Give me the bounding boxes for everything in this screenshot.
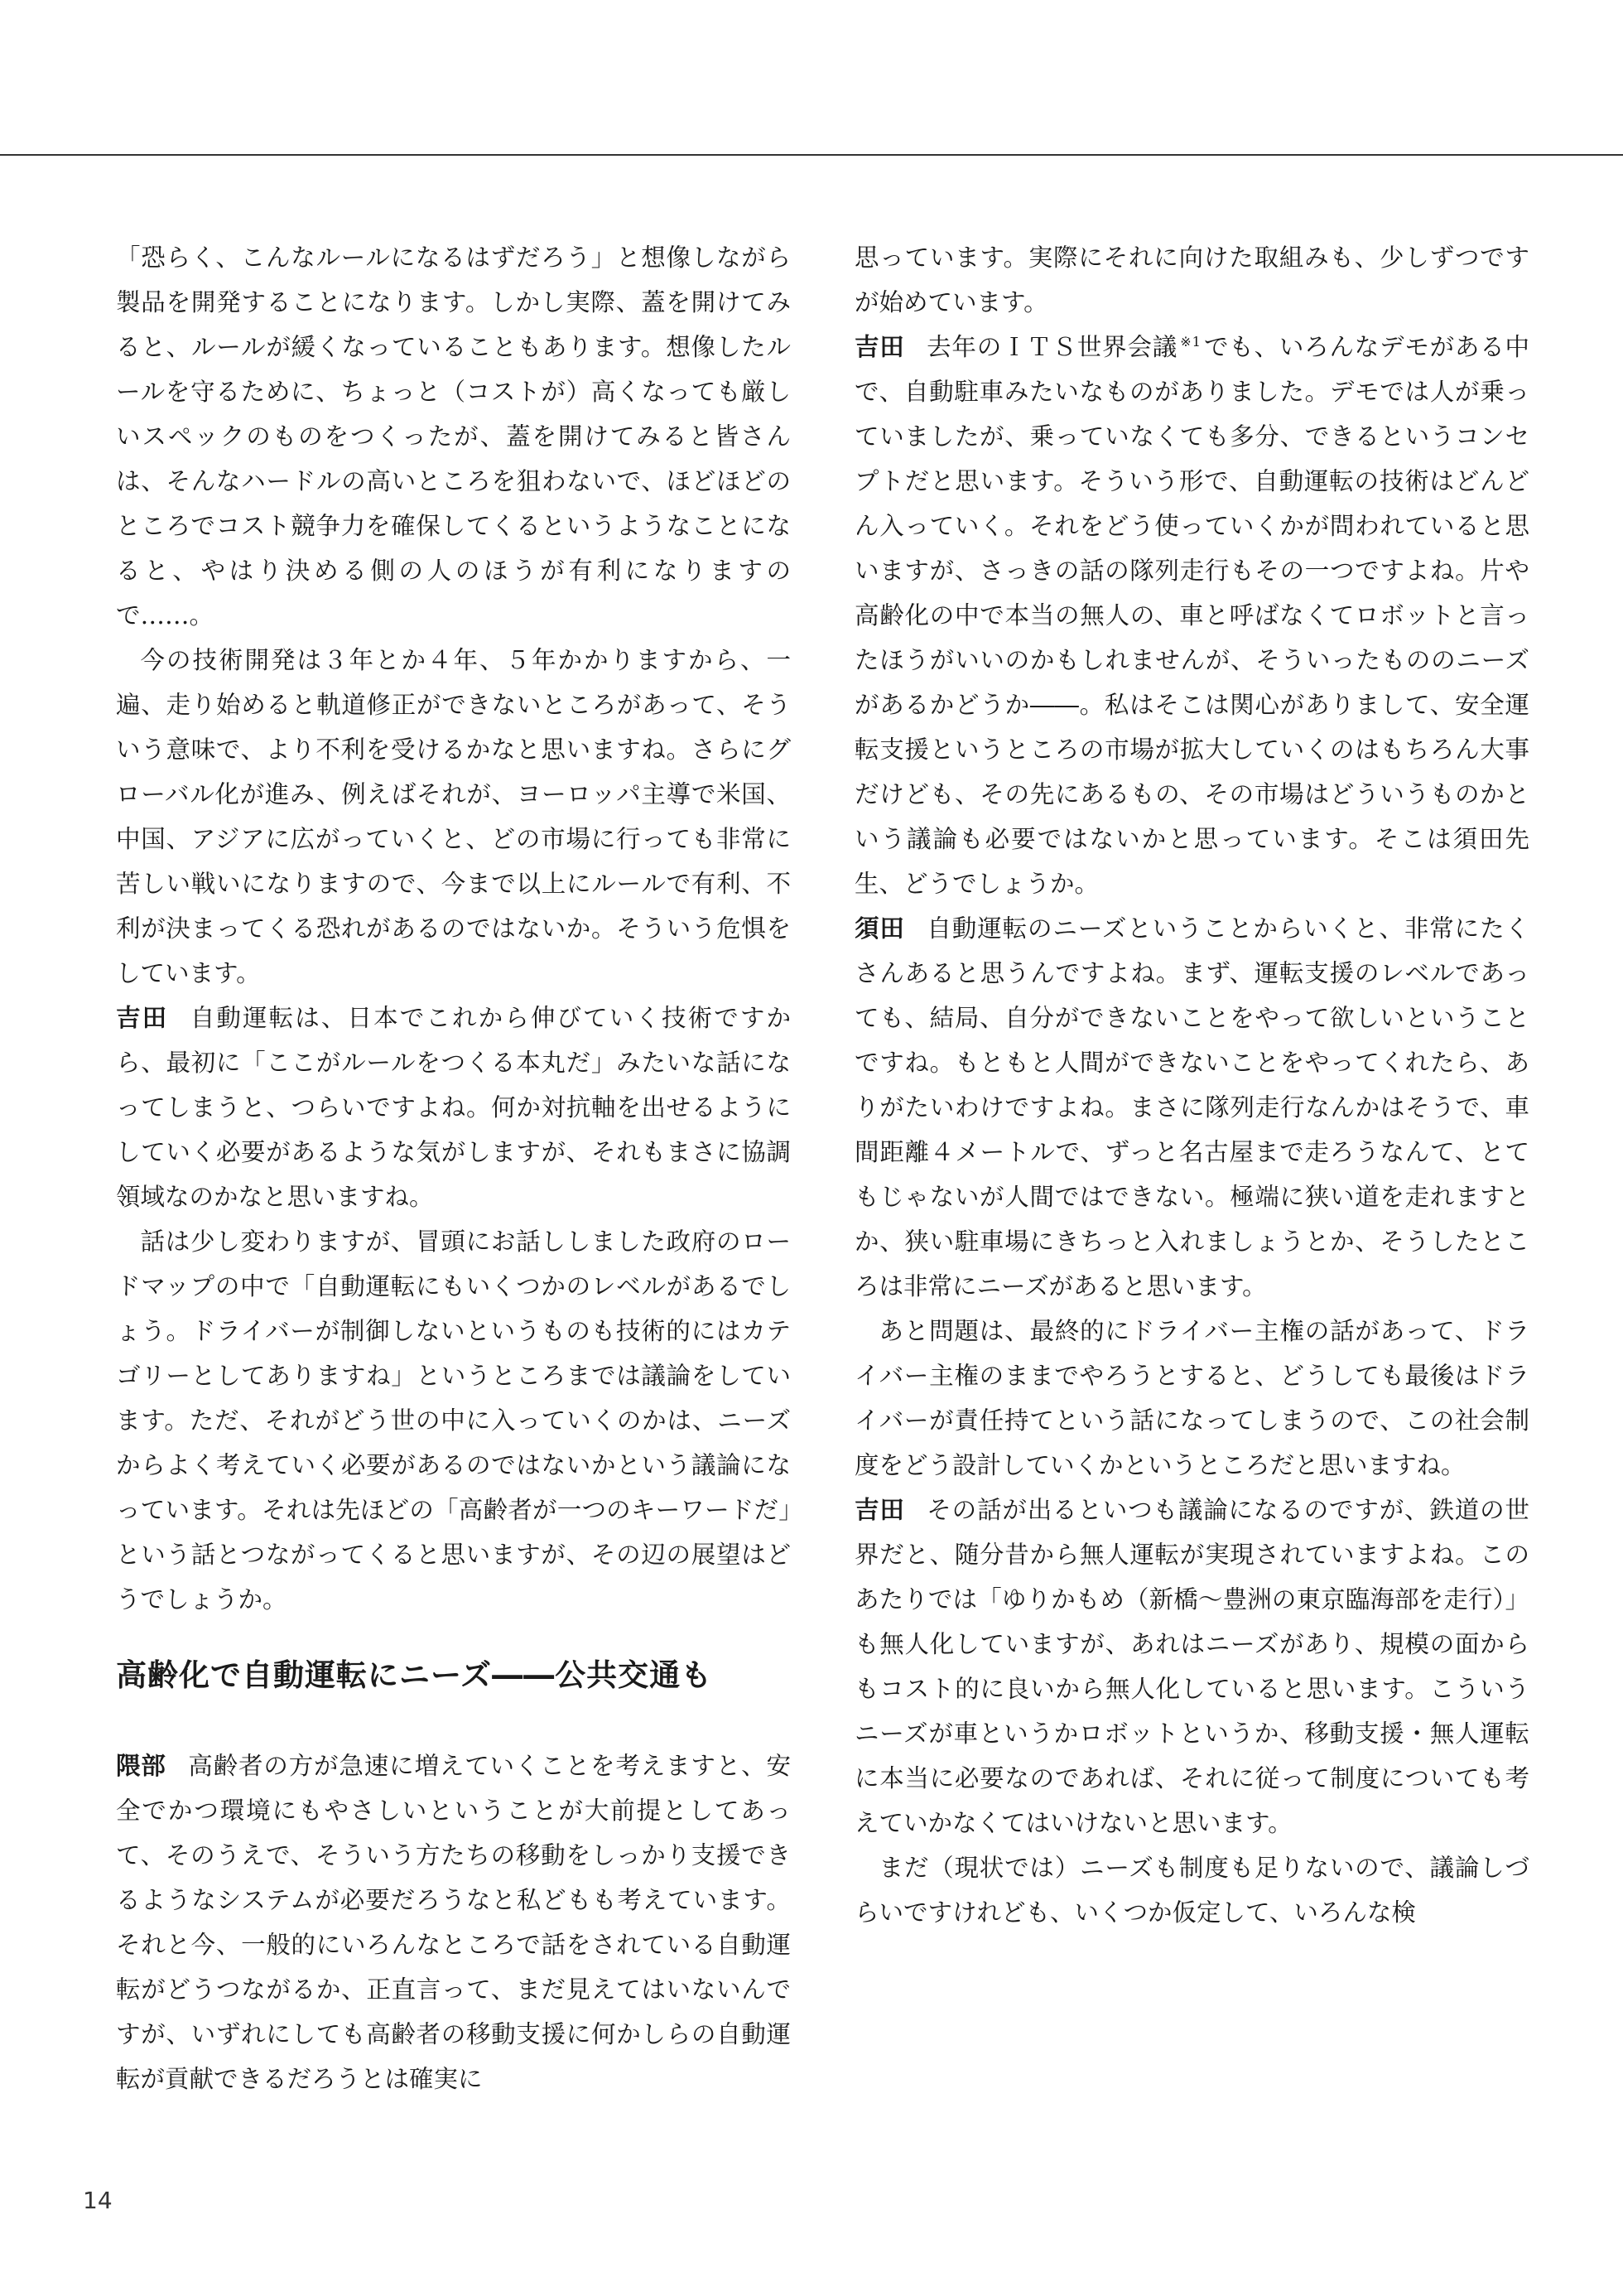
speech-text: 自動運転は、日本でこれから伸びていく技術ですから、最初に「ここがルールをつくる本丸だ」みたいな話になってしまうと、つらいですよね。何か対抗軸を出せるようにしていく必要があるような気がしますが、それもまさに協調領域なのかなと思いますね。	[116, 1004, 791, 1211]
speech-text: その話が出るといつも議論になるのですが、鉄道の世界だと、随分昔から無人運転が実現されていますよね。このあたりでは「ゆりかもめ（新橋～豊洲の東京臨海部を走行）」も無人化していますが、あれはニーズがあり、規模の面からもコスト的に良いから無人化していると思います。こういうニーズが車というかロボットというか、移動支援・無人運転に本当に必要なのであれば、それに従って制度についても考えていかなくてはいけないと思います。	[855, 1496, 1529, 1837]
speech-text: でも、いろんなデモがある中で、自動駐車みたいなものがありました。デモでは人が乗っていましたが、乗っていなくても多分、できるというコンセプトだと思います。そういう形で、自動運転の技術はどんどん入っていく。それをどう使っていくかが問われていると思いますが、さっきの話の隊列走行もその一つですよね。片や高齢化の中で本当の無人の、車と呼ばなくてロボットと言ったほうがいいのかもしれませんが、そういったもののニーズがあるかどうか――。私はそこは関心がありまして、安全運転支援というところの市場が拡大していくのはもちろん大事だけども、その先にあるもの、その市場はどういうものかという議論も必要ではないかと思っています。そこは須田先生、どうでしょうか。	[855, 333, 1529, 898]
left-paragraph-5	[116, 1744, 791, 2101]
right-paragraph-2	[855, 325, 1529, 906]
right-paragraph-5	[855, 1488, 1529, 1845]
right-column	[855, 235, 1529, 1935]
right-paragraph-4: あと問題は、最終的にドライバー主権の話があって、ドライバー主権のままでやろうとすると、どうしても最後はドライバーが責任持てという話になってしまうので、この社会制度をどう設計していくかというところだと思いますね。	[855, 1317, 1529, 1479]
page-number: 14	[83, 2187, 113, 2214]
footnote-marker: ※1	[1180, 334, 1201, 350]
header-rule	[0, 154, 1623, 156]
speech-text: 去年のＩＴＳ世界会議	[927, 333, 1178, 361]
left-paragraph-2: 今の技術開発は３年とか４年、５年かかりますから、一遍、走り始めると軌道修正ができないところがあって、そういう意味で、より不利を受けるかなと思いますね。さらにグローバル化が進み、例えばそれが、ヨーロッパ主導で米国、中国、アジアに広がっていくと、どの市場に行っても非常に苦しい戦いになりますので、今まで以上にルールで有利、不利が決まってくる恐れがあるのではないか。そういう危惧をしています。	[116, 646, 791, 987]
left-column	[116, 235, 791, 2101]
right-paragraph-3	[855, 906, 1529, 1309]
speaker-name: 隈部	[116, 1752, 166, 1780]
left-paragraph-1: 「恐らく、こんなルールになるはずだろう」と想像しながら製品を開発することになります。しかし実際、蓋を開けてみると、ルールが緩くなっていることもあります。想像したルールを守るために、ちょっと（コストが）高くなっても厳しいスペックのものをつくったが、蓋を開けてみると皆さんは、そんなハードルの高いところを狙わないで、ほどほどのところでコスト競争力を確保してくるというようなことになると、やはり決める側の人のほうが有利になりますので……。	[116, 244, 791, 629]
left-paragraph-4: 話は少し変わりますが、冒頭にお話ししました政府のロードマップの中で「自動運転にもいくつかのレベルがあるでしょう。ドライバーが制御しないというものも技術的にはカテゴリーとしてありますね」というところまでは議論をしています。ただ、それがどう世の中に入っていくのかは、ニーズからよく考えていく必要があるのではないかという議論になっています。それは先ほどの「高齢者が一つのキーワードだ」という話とつながってくると思いますが、その辺の展望はどうでしょうか。	[116, 1228, 791, 1613]
speaker-name: 吉田	[855, 333, 905, 361]
speaker-name: 吉田	[855, 1496, 905, 1524]
speech-text: 高齢者の方が急速に増えていくことを考えますと、安全でかつ環境にもやさしいということが大前提としてあって、そのうえで、そういう方たちの移動をしっかり支援できるようなシステムが必要だろうなと私どもも考えています。それと今、一般的にいろんなところで話をされている自動運転がどうつながるか、正直言って、まだ見えてはいないんですが、いずれにしても高齢者の移動支援に何かしらの自動運転が貢献できるだろうとは確実に	[116, 1752, 791, 2093]
speaker-name: 須田	[855, 914, 905, 943]
speaker-name: 吉田	[116, 1004, 169, 1032]
right-paragraph-1: 思っています。実際にそれに向けた取組みも、少しずつですが始めています。	[855, 244, 1529, 316]
speech-text: 自動運転のニーズということからいくと、非常にたくさんあると思うんですよね。まず、運転支援のレベルであっても、結局、自分ができないことをやって欲しいということですね。もともと人間ができないことをやってくれたら、ありがたいわけですよね。まさに隊列走行なんかはそうで、車間距離４メートルで、ずっと名古屋まで走ろうなんて、とてもじゃないが人間ではできない。極端に狭い道を走れますとか、狭い駐車場にきちっと入れましょうとか、そうしたところは非常にニーズがあると思います。	[855, 914, 1529, 1300]
left-paragraph-3	[116, 996, 791, 1219]
section-heading: 高齢化で自動運転にニーズ――公共交通も	[116, 1657, 713, 1693]
right-paragraph-6: まだ（現状では）ニーズも制度も足りないので、議論しづらいですけれども、いくつか仮定して、いろんな検	[855, 1854, 1529, 1927]
